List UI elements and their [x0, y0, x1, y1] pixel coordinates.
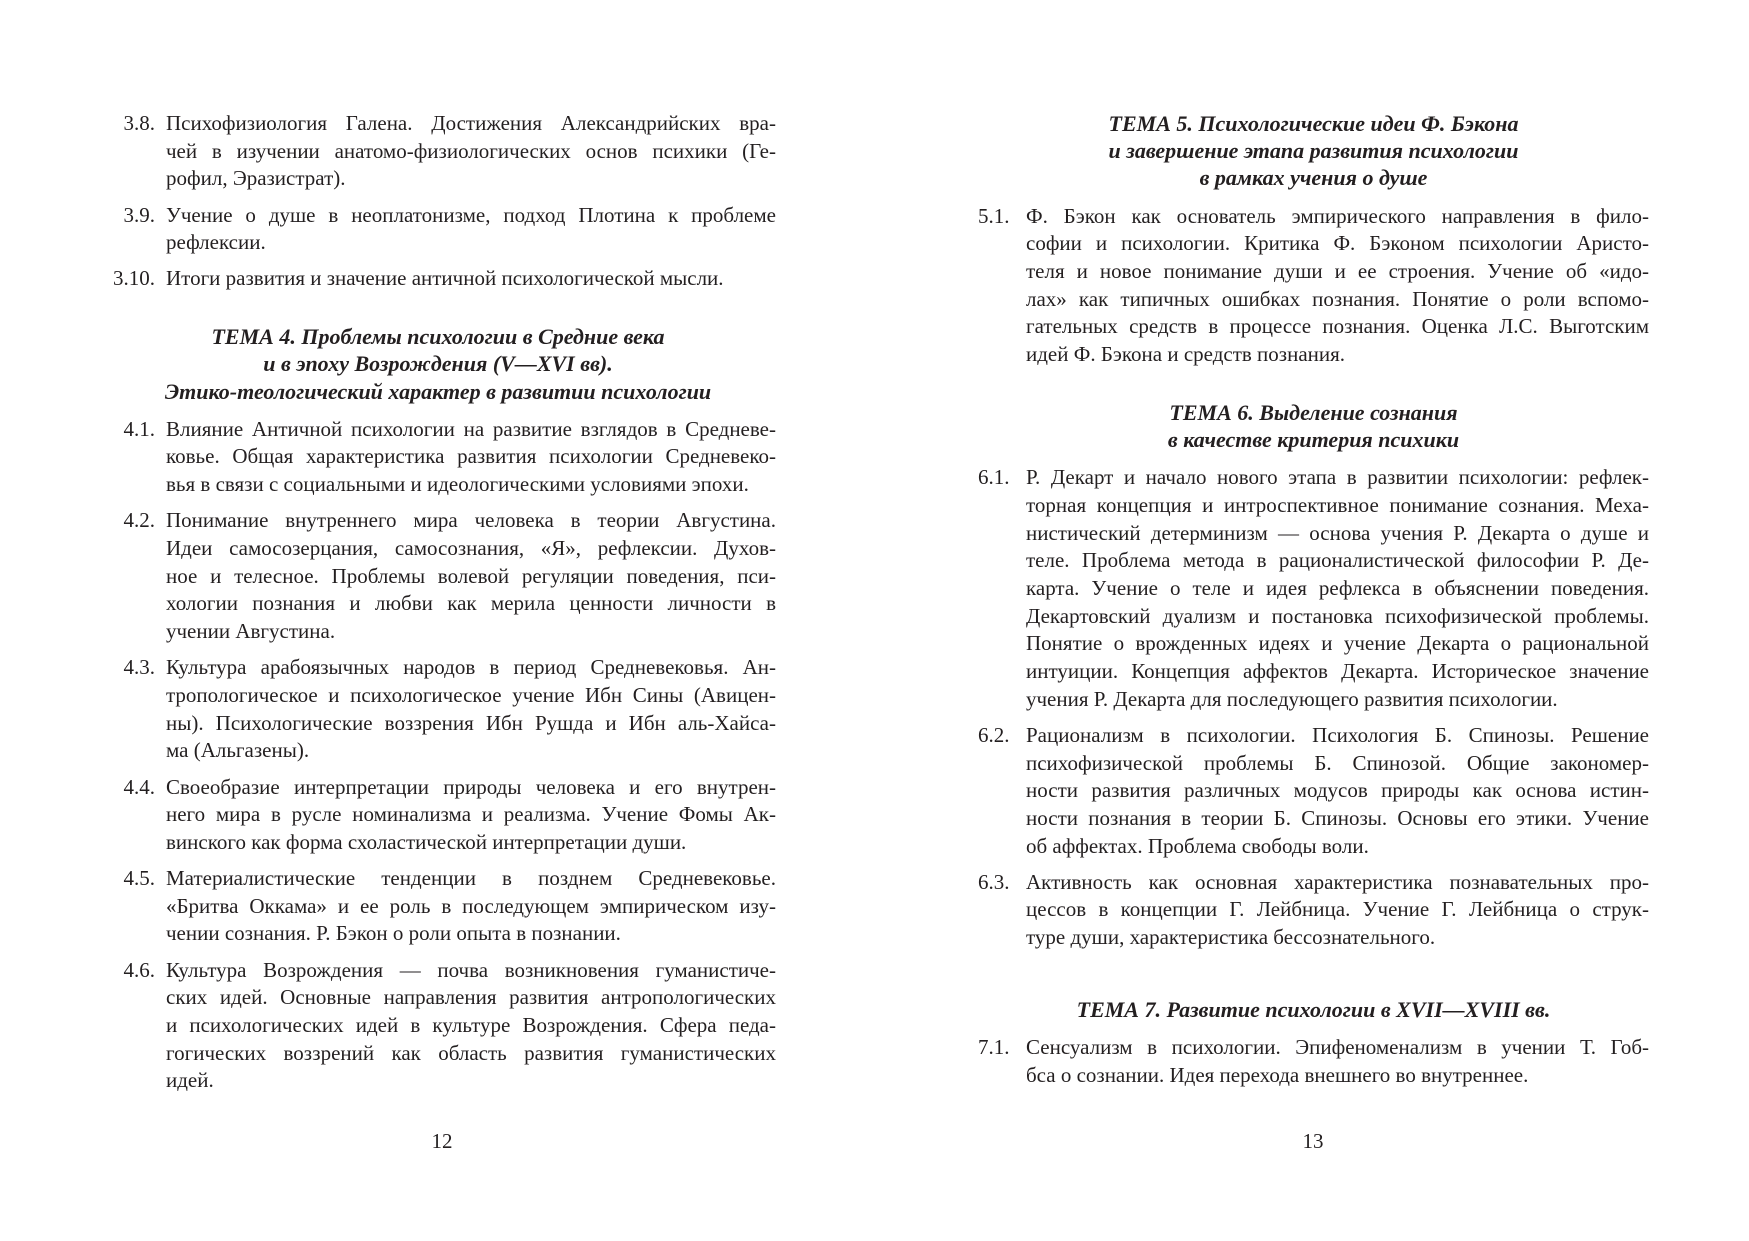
text-line: ны). Психологические воззрения Ибн Рушда и Ибн аль-Хайса-	[166, 710, 776, 735]
item-text	[166, 416, 776, 499]
page-number: 13	[1302, 1129, 1324, 1153]
item-number: 4.4.	[123, 774, 155, 799]
text-line: Декартовский дуализм и постановка психофизической проблемы.	[1026, 603, 1649, 628]
heading-line: ТЕМА 7. Развитие психологии в XVII—XVIII вв.	[1076, 996, 1551, 1022]
text-line: учения Р. Декарта для последующего развития психологии.	[1026, 686, 1558, 711]
text-line: психофизической проблемы Б. Спинозой. Общие закономер-	[1026, 750, 1649, 775]
text-line: теле. Проблема метода в рационалистической философии Р. Де-	[1026, 548, 1649, 573]
page-number: 12	[431, 1129, 453, 1153]
outline-item	[978, 464, 1649, 713]
text-line: карта. Учение о теле и идея рефлекса в объяснении поведения.	[1026, 575, 1649, 600]
outline-item	[100, 265, 776, 293]
item-text	[1026, 722, 1649, 860]
text-line: тропологическое и психологическое учение Ибн Сины (Авицен-	[166, 682, 776, 707]
text-line: Рационализм в психологии. Психология Б. Спинозы. Решение	[1026, 722, 1649, 747]
item-text	[1026, 1034, 1649, 1089]
outline-item	[100, 507, 776, 645]
item-text	[166, 654, 776, 765]
right-page	[874, 0, 1749, 1241]
outline-item	[100, 654, 776, 765]
text-line: ности развития различных модусов природы как основа истин-	[1026, 778, 1649, 803]
text-line: Идеи самосозерцания, самосознания, «Я», рефлексии. Духов-	[166, 536, 776, 560]
outline-item	[100, 416, 776, 499]
text-line: Итоги развития и значение античной психологической мысли.	[166, 266, 724, 291]
text-line: теля и новое понимание души и ее строения. Учение об «идо-	[1026, 258, 1649, 283]
item-number: 3.8.	[123, 111, 155, 135]
text-line: Р. Декарт и начало нового этапа в развитии психологии: рефлек-	[1026, 465, 1649, 490]
text-line: цессов в концепции Г. Лейбница. Учение Г. Лейбница о струк-	[1026, 897, 1649, 922]
section-heading	[978, 110, 1649, 192]
item-text	[166, 110, 776, 193]
text-line: софии и психологии. Критика Ф. Бэконом психологии Аристо-	[1026, 231, 1649, 256]
item-number: 7.1.	[978, 1035, 1010, 1060]
left-page	[0, 0, 874, 1241]
item-text	[166, 957, 776, 1095]
outline-item	[978, 1034, 1649, 1089]
item-text	[166, 202, 776, 257]
text-line: Ф. Бэкон как основатель эмпирического направления в фило-	[1026, 203, 1649, 228]
item-number: 5.1.	[978, 203, 1010, 228]
text-line: Активность как основная характеристика познавательных про-	[1026, 869, 1649, 894]
text-line: гогических воззрений как область развития гуманистических	[166, 1040, 776, 1065]
item-number: 4.3.	[123, 655, 155, 680]
text-line: идей Ф. Бэкона и средств познания.	[1026, 342, 1346, 367]
text-line: него мира в русле номинализма и реализма. Учение Фомы Ак-	[166, 802, 776, 827]
text-line: интуиции. Концепция аффектов Декарта. Историческое значение	[1026, 658, 1649, 683]
text-line: Учение о душе в неоплатонизме, подход Плотина к проблеме	[166, 202, 776, 227]
text-line: вья в связи с социальными и идеологическими условиями эпохи.	[166, 472, 749, 497]
text-line: ских идей. Основные направления развития антропологических	[166, 985, 776, 1010]
outline-item	[100, 774, 776, 857]
text-line: чении сознания. Р. Бэкон о роли опыта в познании.	[166, 921, 621, 946]
text-line: ное и телесное. Проблемы волевой регуляции поведения, пси-	[166, 563, 776, 588]
text-line: чей в изучении анатомо-физиологических основ психики (Ге-	[166, 138, 776, 163]
section-heading	[978, 996, 1649, 1023]
text-line: Понятие о врожденных идеях и учение Декарта о рациональной	[1026, 631, 1649, 656]
text-line: Материалистические тенденции в позднем Средневековье.	[166, 866, 776, 891]
text-line: учении Августина.	[166, 619, 336, 644]
text-line: Понимание внутреннего мира человека в теории Августина.	[166, 508, 776, 533]
text-line: Влияние Античной психологии на развитие взглядов в Средневе-	[166, 416, 776, 441]
text-line: туре души, характеристика бессознательного.	[1026, 925, 1436, 950]
outline-item	[100, 202, 776, 257]
text-line: хологии познания и любви как мерила ценности личности в	[166, 591, 776, 616]
item-number: 6.1.	[978, 465, 1010, 490]
text-line: Психофизиология Галена. Достижения Александрийских вра-	[166, 111, 776, 135]
heading-line: ТЕМА 5. Психологические идеи Ф. Бэкона	[1108, 111, 1519, 136]
heading-line: в качестве критерия психики	[1167, 426, 1460, 452]
text-line: Сенсуализм в психологии. Эпифеноменализм в учении Т. Гоб-	[1026, 1035, 1649, 1060]
text-line: Культура арабоязычных народов в период Средневековья. Ан-	[166, 655, 776, 680]
item-number: 6.3.	[978, 869, 1010, 894]
text-line: ности познания в теории Б. Спинозы. Основы его этики. Учение	[1026, 805, 1649, 830]
text-line: об аффектах. Проблема свободы воли.	[1026, 833, 1369, 858]
outline-item	[978, 722, 1649, 860]
item-number: 4.2.	[123, 508, 155, 533]
text-line: и психологических идей в культуре Возрождения. Сфера педа-	[166, 1013, 776, 1037]
section-heading	[978, 399, 1649, 453]
outline-item	[100, 957, 776, 1095]
item-text	[1026, 464, 1649, 713]
text-line: гательных средств в процессе познания. Оценка Л.С. Выготским	[1026, 314, 1649, 339]
outline-item	[100, 865, 776, 948]
item-number: 3.9.	[123, 202, 155, 227]
text-line: бса о сознании. Идея перехода внешнего во внутреннее.	[1026, 1062, 1529, 1087]
heading-line: Этико-теологический характер в развитии психологии	[164, 378, 712, 404]
text-line: ковье. Общая характеристика развития психологии Средневеко-	[166, 444, 776, 469]
outline-item	[100, 110, 776, 193]
heading-line: и в эпоху Возрождения (V—XVI вв).	[263, 351, 613, 377]
text-line: Культура Возрождения — почва возникновения гуманистиче-	[166, 957, 776, 982]
text-line: ма (Альгазены).	[166, 738, 310, 763]
item-text	[166, 774, 776, 857]
text-line: идей.	[166, 1068, 214, 1093]
heading-line: и завершение этапа развития психологии	[1108, 138, 1519, 164]
section-heading	[100, 323, 776, 405]
item-text	[166, 265, 776, 293]
text-line: рефлексии.	[166, 230, 266, 255]
text-line: нистический детерминизм — основа учения Р. Декарта о душе и	[1026, 520, 1649, 545]
text-line: рофил, Эразистрат).	[166, 166, 346, 191]
item-number: 4.1.	[123, 416, 155, 441]
right-page-content	[978, 110, 1649, 1098]
text-line: винского как форма схоластической интерпретации души.	[166, 829, 687, 854]
item-number: 6.2.	[978, 722, 1010, 747]
item-text	[1026, 869, 1649, 952]
item-number: 4.5.	[123, 866, 155, 891]
item-text	[1026, 203, 1649, 369]
heading-line: ТЕМА 6. Выделение сознания	[1169, 399, 1458, 425]
item-text	[166, 507, 776, 645]
item-text	[166, 865, 776, 948]
text-line: лах» как типичных ошибках познания. Понятие о роли вспомо-	[1026, 286, 1649, 311]
outline-item	[978, 203, 1649, 369]
heading-line: ТЕМА 4. Проблемы психологии в Средние века	[211, 324, 665, 350]
left-page-content	[100, 110, 776, 1104]
text-line: «Бритва Оккама» и ее роль в последующем эмпирическом изу-	[166, 893, 776, 918]
item-number: 4.6.	[123, 957, 155, 982]
text-line: Своеобразие интерпретации природы человека и его внутрен-	[166, 774, 776, 799]
text-line: торная концепция и интроспективное понимание сознания. Меха-	[1026, 492, 1649, 517]
outline-item	[978, 869, 1649, 952]
heading-line: в рамках учения о душе	[1199, 165, 1428, 191]
item-number: 3.10.	[113, 266, 155, 291]
